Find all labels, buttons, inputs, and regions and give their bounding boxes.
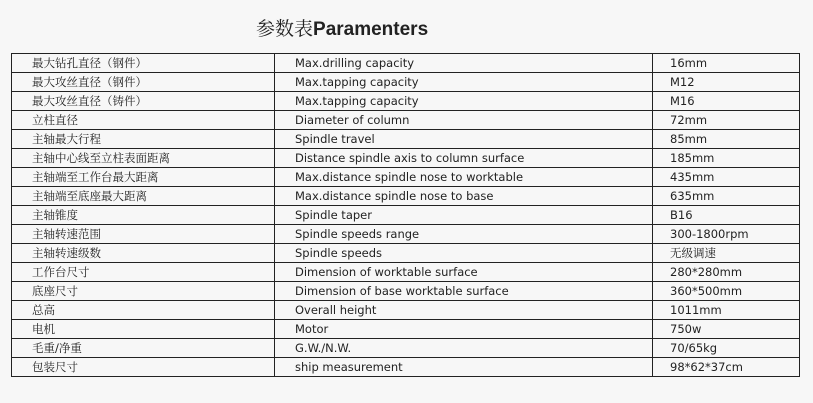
- parameter-value: 1011mm: [653, 301, 800, 320]
- parameter-name-zh: 主轴最大行程: [12, 130, 275, 149]
- parameter-value: 185mm: [653, 149, 800, 168]
- parameter-value: 635mm: [653, 187, 800, 206]
- parameter-value: 750w: [653, 320, 800, 339]
- table-row: [12, 225, 800, 244]
- parameter-name-en: Spindle travel: [275, 130, 653, 149]
- parameters-table-body: [12, 54, 800, 377]
- parameter-name-zh: 最大攻丝直径（钢件）: [12, 73, 275, 92]
- parameter-name-en: Diameter of column: [275, 111, 653, 130]
- page-title-chinese: 参数表: [256, 18, 314, 40]
- parameter-name-en: Max.drilling capacity: [275, 54, 653, 73]
- table-row: [12, 320, 800, 339]
- table-row: [12, 206, 800, 225]
- parameter-value: 16mm: [653, 54, 800, 73]
- parameter-name-zh: 主轴转速级数: [12, 244, 275, 263]
- parameter-name-en: Dimension of worktable surface: [275, 263, 653, 282]
- parameter-name-zh: 电机: [12, 320, 275, 339]
- parameter-name-zh: 工作台尺寸: [12, 263, 275, 282]
- table-row: [12, 187, 800, 206]
- parameter-value: 70/65kg: [653, 339, 800, 358]
- parameter-name-en: Motor: [275, 320, 653, 339]
- table-row: [12, 301, 800, 320]
- parameter-value: 360*500mm: [653, 282, 800, 301]
- table-row: [12, 339, 800, 358]
- parameter-name-zh: 底座尺寸: [12, 282, 275, 301]
- parameter-name-en: Spindle speeds: [275, 244, 653, 263]
- parameter-name-zh: 主轴端至底座最大距离: [12, 187, 275, 206]
- table-row: [12, 358, 800, 377]
- parameter-name-en: Spindle taper: [275, 206, 653, 225]
- parameter-name-zh: 总高: [12, 301, 275, 320]
- page-title: [256, 17, 428, 42]
- page-title-english: Paramenters: [313, 19, 429, 40]
- table-row: [12, 244, 800, 263]
- parameter-value: 72mm: [653, 111, 800, 130]
- table-row: [12, 54, 800, 73]
- table-row: [12, 282, 800, 301]
- table-row: [12, 149, 800, 168]
- parameter-name-zh: 毛重/净重: [12, 339, 275, 358]
- parameter-name-en: Distance spindle axis to column surface: [275, 149, 653, 168]
- parameter-value: 无级调速: [653, 244, 800, 263]
- table-row: [12, 130, 800, 149]
- parameter-name-zh: 最大攻丝直径（铸件）: [12, 92, 275, 111]
- parameter-name-en: ship measurement: [275, 358, 653, 377]
- parameter-name-en: Spindle speeds range: [275, 225, 653, 244]
- table-row: [12, 111, 800, 130]
- parameter-name-en: Max.tapping capacity: [275, 92, 653, 111]
- parameter-value: 300-1800rpm: [653, 225, 800, 244]
- parameter-name-zh: 立柱直径: [12, 111, 275, 130]
- parameter-value: 280*280mm: [653, 263, 800, 282]
- parameter-value: 85mm: [653, 130, 800, 149]
- parameter-value: M12: [653, 73, 800, 92]
- parameter-name-zh: 主轴转速范围: [12, 225, 275, 244]
- parameter-name-zh: 主轴中心线至立柱表面距离: [12, 149, 275, 168]
- parameter-name-en: G.W./N.W.: [275, 339, 653, 358]
- parameter-name-zh: 包装尺寸: [12, 358, 275, 377]
- parameter-name-en: Overall height: [275, 301, 653, 320]
- table-row: [12, 263, 800, 282]
- parameters-table: [11, 53, 800, 377]
- table-row: [12, 168, 800, 187]
- parameter-name-zh: 最大钻孔直径（钢件）: [12, 54, 275, 73]
- parameter-value: 98*62*37cm: [653, 358, 800, 377]
- parameter-name-en: Max.distance spindle nose to worktable: [275, 168, 653, 187]
- parameter-value: B16: [653, 206, 800, 225]
- parameter-name-en: Max.tapping capacity: [275, 73, 653, 92]
- parameter-name-zh: 主轴锥度: [12, 206, 275, 225]
- parameter-value: 435mm: [653, 168, 800, 187]
- parameter-name-en: Dimension of base worktable surface: [275, 282, 653, 301]
- parameter-name-en: Max.distance spindle nose to base: [275, 187, 653, 206]
- table-row: [12, 73, 800, 92]
- parameter-name-zh: 主轴端至工作台最大距离: [12, 168, 275, 187]
- table-row: [12, 92, 800, 111]
- parameter-value: M16: [653, 92, 800, 111]
